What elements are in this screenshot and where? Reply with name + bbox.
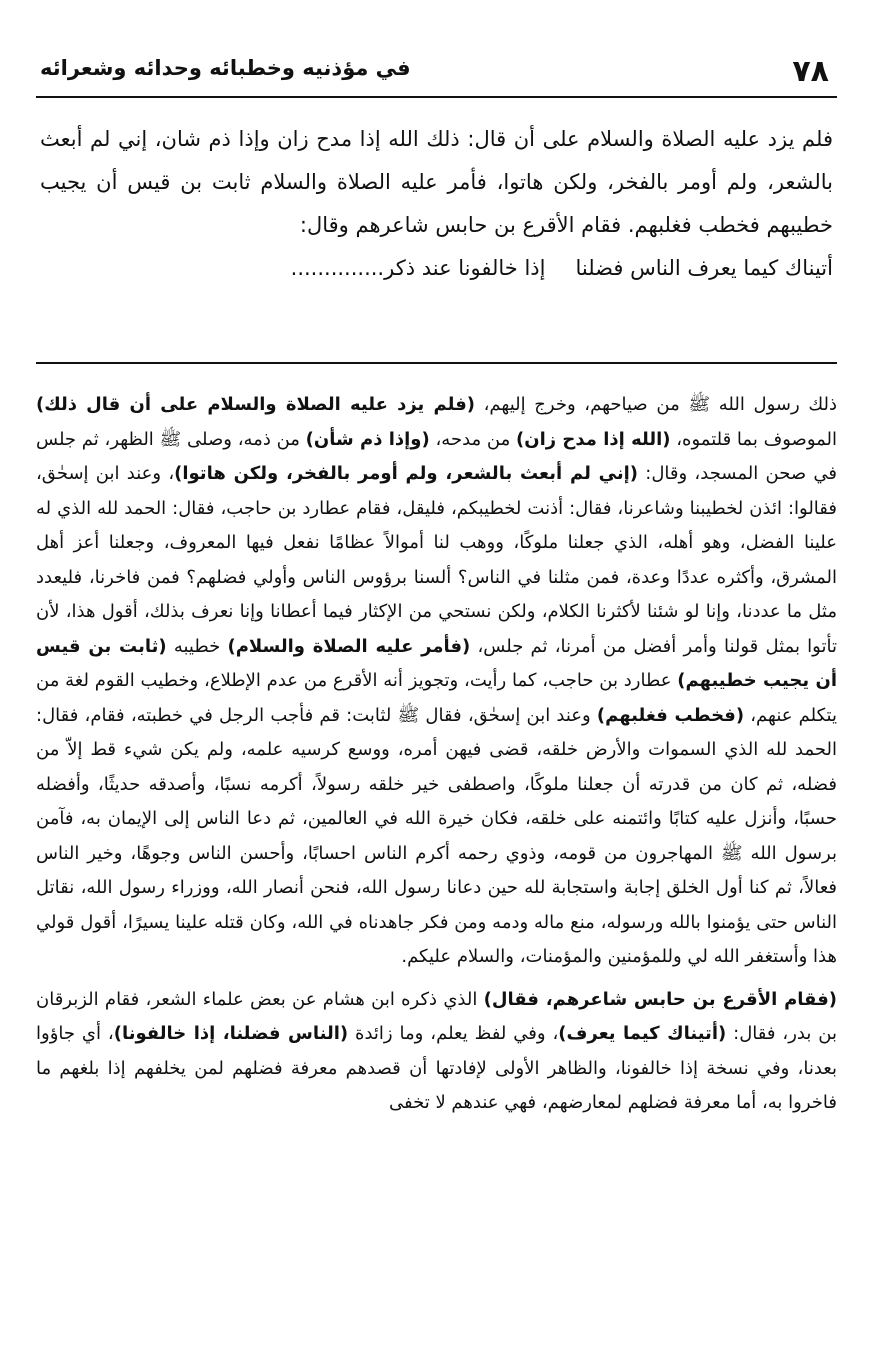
verse-first-hemistich: أتيناك كيما يعرف الناس فضلنا: [575, 256, 833, 280]
commentary-segment: ، وعند ابن إسحٰق، فقالوا: ائذن لخطيبنا وشاعرنا، فقال: أذنت لخطيبكم، فليقل، فقام عطارد بن حاجب، فقال: الحمد لله الذي له علينا الفضل، وهو أهله، الذي جعلنا ملوكًا، ووهب لنا أموالاً عظامًا نفعل فيها المعروف، وجعلنا أعز أهل المشرق، وأكثره عددًا وعدة، فمن مثلنا في الناس؟ ألسنا برؤوس الناس وأولي فضلهم؟ فمن فاخرنا، فليعدد مثل ما عددنا، وإنا لو شئنا لأكثرنا الكلام، ولكن نستحي من الإكثار فيما أعطانا وإنا نعرف بذلك، أقول هذا، لأن تأتوا بمثل قولنا وأمر أفضل من أمرنا، ثم جلس،: [36, 463, 837, 657]
main-text-paragraph: فلم يزد عليه الصلاة والسلام على أن قال: ذلك الله إذا مدح زان وإذا ذم شان، إني لم أبعث بالشعر، ولم أومر بالفخر، ولكن هاتوا، فأمر عليه الصلاة والسلام ثابت بن قيس أن يجيب خطيبهم فخطب فغلبهم. فقام الأقرع بن حابس شاعرهم وقال:: [40, 127, 833, 237]
verse-second-hemistich: إذا خالفونا عند ذكر..............: [290, 256, 546, 280]
commentary-segment: من مدحه،: [429, 428, 516, 450]
quoted-matn-segment: (فأمر عليه الصلاة والسلام): [227, 635, 471, 657]
commentary-segment: وعند ابن إسحٰق، فقال ﷺ لثابت: قم فأجب الرجل في خطبته، فقام، فقال: الحمد لله الذي السموات والأرض خلقه، قضى فيهن أمره، ووسع كرسيه علمه، ولم يكن شيء قط إلاّ من فضله، ثم كان من قدرته أن جعلنا ملوكًا، واصطفى خير خلقه رسولاً، أكرمه نسبًا، وأصدقه حديثًا، وأفضله حسبًا، وأنزل عليه كتابًا وائتمنه على خلقه، فكان خيرة الله في العالمين، ثم دعا الناس إلى الإيمان به، فآمن برسول الله ﷺ المهاجرون من قومه، وذوي رحمه أكرم الناس احسابًا، وأحسن الناس وجوهًا، وخير الناس فعالاً، ثم كنا أول الخلق إجابة واستجابة لله حين دعانا رسول الله، فنحن أنصار الله، ووزراء رسول الله، نقاتل الناس حتى يؤمنوا بالله ورسوله، منع ماله ودمه ومن فكر جاهدناه في الله، وكان قتله علينا يسيرًا، أقول قولي هذا وأستغفر الله لي وللمؤمنين والمؤمنات، والسلام عليكم.: [36, 704, 837, 967]
quoted-matn-segment: (إني لم أبعث بالشعر، ولم أومر بالفخر، ولكن هاتوا): [174, 463, 638, 484]
quoted-matn-segment: (فقام الأقرع بن حابس شاعرهم، فقال): [483, 988, 837, 1010]
page-header: [36, 48, 837, 88]
running-title: في مؤذنيه وخطبائه وحدائه وشعرائه: [40, 56, 411, 80]
quoted-matn-segment: (فخطب فغلبهم): [596, 704, 745, 726]
commentary-segment: الذي ذكره ابن هشام عن بعض علماء الشعر، فقام الزبرقان بن بدر، فقال:: [36, 988, 837, 1044]
page-number: ٧٨: [792, 54, 829, 89]
commentary-segment: خطيبه: [166, 635, 228, 657]
commentary: [36, 388, 837, 1129]
quoted-matn-segment: (وإذا ذم شأن): [305, 428, 430, 450]
quoted-matn-segment: (فلم يزد عليه الصلاة والسلام على أن قال ذلك): [36, 394, 475, 415]
header-rule: [36, 96, 837, 98]
quoted-matn-segment: (ثابت بن قيس أن يجيب خطيبهم): [36, 635, 837, 691]
commentary-segment: من ذمه، وصلى ﷺ الظهر، ثم جلس في صحن المسجد، وقال:: [36, 428, 837, 484]
commentary-segment: ، وفي لفظ يعلم، وما زائدة: [348, 1023, 559, 1044]
commentary-paragraph: [36, 983, 837, 1121]
main-text: [40, 118, 833, 290]
poem-verse: [40, 247, 833, 290]
quoted-matn-segment: (الله إذا مدح زان): [516, 428, 671, 450]
commentary-segment: ، أي جاؤوا بعدنا، وفي نسخة إذا خالفونا، والظاهر الأولى لإفادتها أن قصدهم معرفة فضلهم لمن يخلفهم إذا بلغهم ما فاخروا به، أما معرفة فضلهم لمعارضهم، فهي عندهم لا تخفى: [36, 1023, 837, 1113]
commentary-divider: [36, 362, 837, 364]
quoted-matn-segment: (الناس فضلنا، إذا خالفونا): [113, 1023, 349, 1044]
commentary-segment: الموصوف بما قلتموه،: [670, 428, 838, 450]
commentary-segment: ذلك رسول الله ﷺ من صياحهم، وخرج إليهم،: [474, 394, 837, 415]
commentary-paragraph: [36, 388, 837, 975]
quoted-matn-segment: (أتيناك كيما يعرف): [558, 1023, 727, 1044]
commentary-segment: عطارد بن حاجب، كما رأيت، وتجويز أنه الأقرع من عدم الإطلاع، وخطيب القوم لغة من يتكلم عنهم،: [36, 670, 837, 726]
